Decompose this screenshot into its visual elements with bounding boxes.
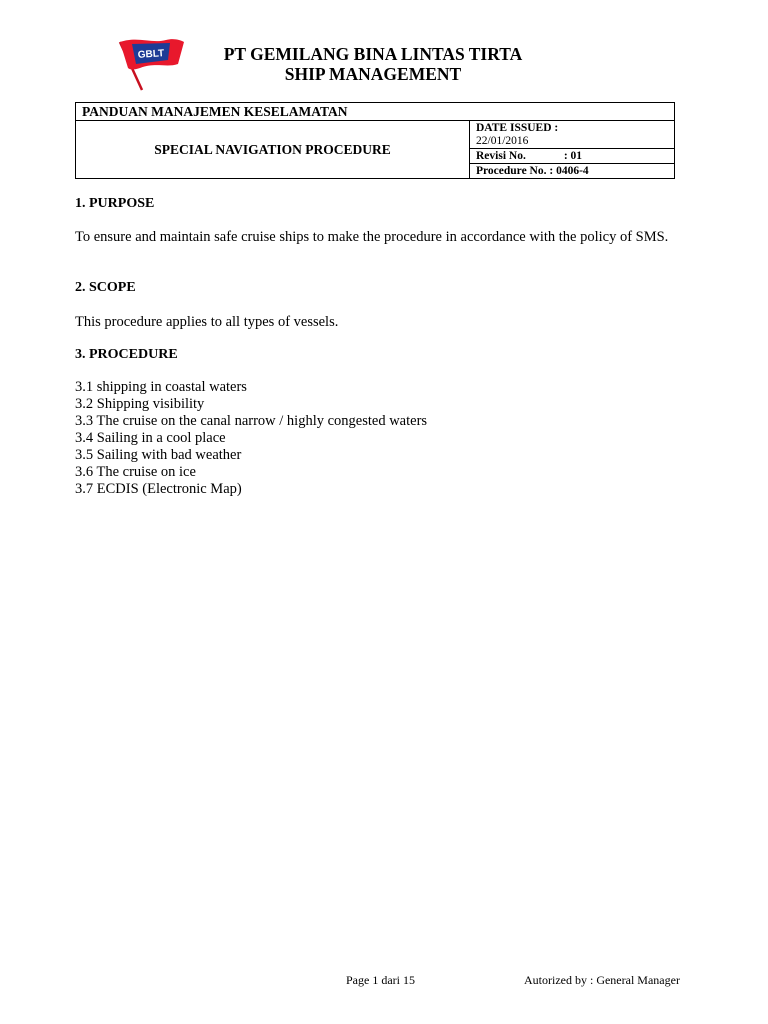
date-issued-cell: [470, 121, 675, 149]
procedure-number-value: : 0406-4: [546, 164, 589, 177]
list-item: 3.2 Shipping visibility: [75, 396, 205, 412]
list-item: 3.6 The cruise on ice: [75, 464, 196, 480]
list-item: 3.5 Sailing with bad weather: [75, 447, 242, 463]
procedure-number-cell: [470, 164, 675, 179]
procedure-title: SPECIAL NAVIGATION PROCEDURE: [76, 121, 470, 179]
company-name: PT GEMILANG BINA LINTAS TIRTA: [223, 44, 523, 64]
revision-value: : 01: [563, 149, 583, 162]
list-item: 3.3 The cruise on the canal narrow / highly congested waters: [75, 413, 428, 429]
company-logo: [116, 34, 186, 92]
date-issued-label: DATE ISSUED :: [476, 121, 559, 134]
company-subtitle: SHIP MANAGEMENT: [284, 64, 462, 84]
date-issued-value: 22/01/2016: [476, 134, 529, 147]
authorized-by: Autorized by : General Manager: [524, 973, 680, 987]
procedure-list: [75, 379, 427, 498]
logo-text: GBLT: [137, 48, 165, 61]
list-item: 3.7 ECDIS (Electronic Map): [75, 481, 242, 497]
section-heading-purpose: 1. PURPOSE: [75, 196, 155, 211]
revision-cell: [470, 149, 675, 164]
document-info-table: [75, 102, 675, 179]
section-heading-scope: 2. SCOPE: [75, 280, 136, 295]
manual-name: PANDUAN MANAJEMEN KESELAMATAN: [76, 103, 675, 121]
page-number: Page 1 dari 15: [346, 973, 415, 987]
purpose-text: To ensure and maintain safe cruise ships to make the procedure in accordance with the policy of SMS.: [75, 229, 669, 245]
scope-text: This procedure applies to all types of vessels.: [75, 314, 339, 330]
procedure-number-label: Procedure No.: [476, 164, 547, 177]
list-item: 3.4 Sailing in a cool place: [75, 430, 226, 446]
list-item: 3.1 shipping in coastal waters: [75, 379, 247, 395]
section-heading-procedure: 3. PROCEDURE: [75, 347, 178, 362]
revision-label: Revisi No.: [476, 149, 526, 162]
